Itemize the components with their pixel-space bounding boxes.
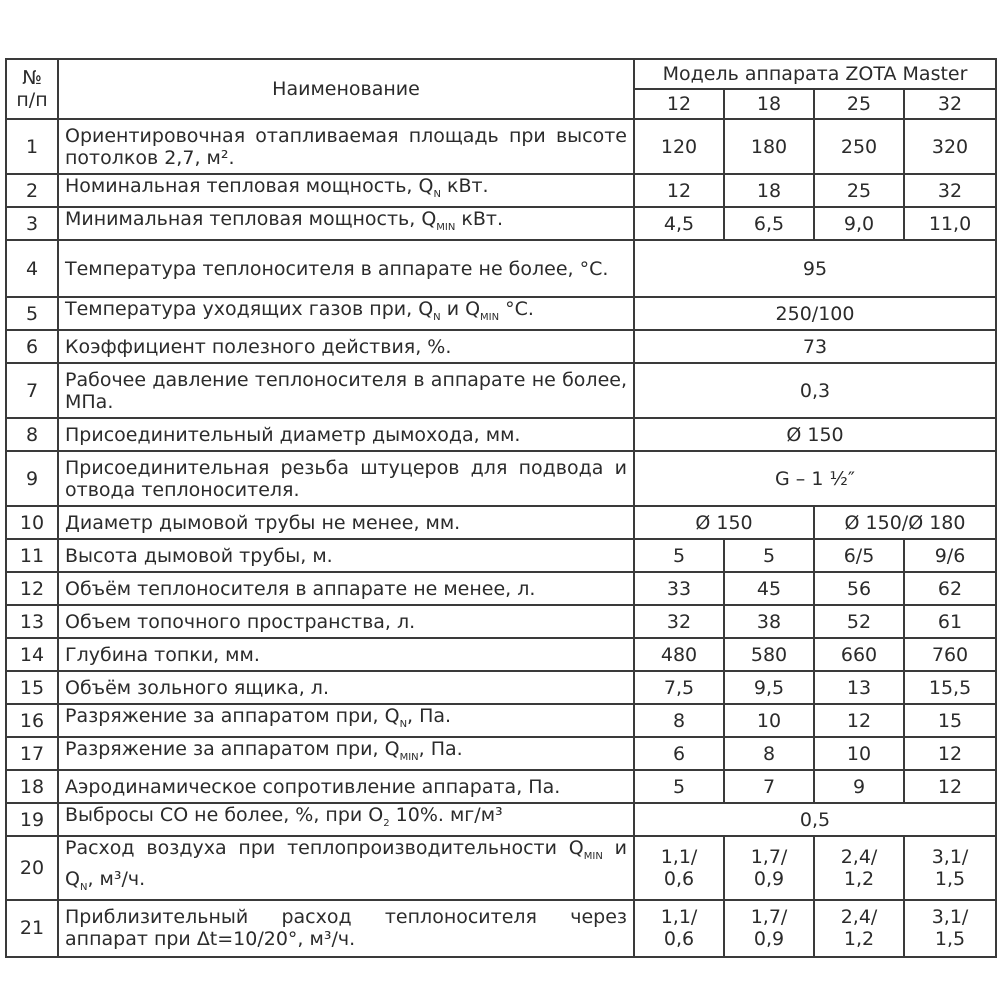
header-model-12: 12	[634, 89, 724, 119]
row-number: 2	[6, 174, 58, 207]
row-name: Расход воздуха при теплопроизводительности $Q_{MIN}$ и $Q_N$, м³/ч.	[58, 836, 634, 900]
row-value: 10	[814, 737, 904, 770]
row-value: 9,5	[724, 671, 814, 704]
table-row	[6, 240, 996, 297]
row-value: 12	[904, 770, 996, 803]
row-value: 1,7/ 0,9	[724, 836, 814, 900]
row-number: 11	[6, 539, 58, 572]
row-value: 52	[814, 605, 904, 638]
row-name: Присоединительный диаметр дымохода, мм.	[58, 418, 634, 451]
table-row	[6, 451, 996, 506]
row-value: 32	[904, 174, 996, 207]
table-row	[6, 803, 996, 836]
row-number: 20	[6, 836, 58, 900]
row-value: 5	[634, 770, 724, 803]
row-value: 1,1/ 0,6	[634, 900, 724, 957]
table-row	[6, 119, 996, 174]
header-model: Модель аппарата ZOTA Master	[634, 59, 996, 89]
row-name: Присоединительная резьба штуцеров для подвода и отвода теплоносителя.	[58, 451, 634, 506]
row-number: 15	[6, 671, 58, 704]
subscript: N	[399, 718, 408, 730]
row-value: 8	[724, 737, 814, 770]
spec-table	[5, 58, 997, 958]
row-value-span: 250/100	[634, 297, 996, 330]
row-number: 6	[6, 330, 58, 363]
spec-table-container	[5, 58, 995, 958]
row-number: 4	[6, 240, 58, 297]
row-value: 6/5	[814, 539, 904, 572]
row-value: 1,7/ 0,9	[724, 900, 814, 957]
row-value: 32	[634, 605, 724, 638]
row-number: 10	[6, 506, 58, 539]
row-value-span: G – 1 ½″	[634, 451, 996, 506]
row-value-half: Ø 150	[634, 506, 814, 539]
header-model-18: 18	[724, 89, 814, 119]
table-row	[6, 770, 996, 803]
row-number: 12	[6, 572, 58, 605]
table-row	[6, 605, 996, 638]
row-number: 8	[6, 418, 58, 451]
header-row-1	[6, 59, 996, 89]
row-value: 180	[724, 119, 814, 174]
row-number: 5	[6, 297, 58, 330]
table-row	[6, 572, 996, 605]
row-name: Диаметр дымовой трубы не менее, мм.	[58, 506, 634, 539]
row-value-span: 0,3	[634, 363, 996, 418]
table-row	[6, 737, 996, 770]
row-value: 62	[904, 572, 996, 605]
header-name: Наименование	[58, 59, 634, 119]
row-name: Объём зольного ящика, л.	[58, 671, 634, 704]
row-value: 760	[904, 638, 996, 671]
table-row	[6, 704, 996, 737]
row-value: 10	[724, 704, 814, 737]
row-value: 250	[814, 119, 904, 174]
row-name: Минимальная тепловая мощность, $Q_{MIN}$ кВт.	[58, 207, 634, 240]
row-number: 17	[6, 737, 58, 770]
row-number: 14	[6, 638, 58, 671]
subscript: MIN	[480, 311, 500, 323]
table-row	[6, 836, 996, 900]
row-name: Глубина топки, мм.	[58, 638, 634, 671]
row-name: Номинальная тепловая мощность, $Q_N$ кВт.	[58, 174, 634, 207]
header-num: № п/п	[6, 59, 58, 119]
row-value: 7,5	[634, 671, 724, 704]
row-value: 5	[634, 539, 724, 572]
row-name: Коэффициент полезного действия, %.	[58, 330, 634, 363]
row-value: 61	[904, 605, 996, 638]
row-value-span: Ø 150	[634, 418, 996, 451]
row-number: 3	[6, 207, 58, 240]
row-value: 4,5	[634, 207, 724, 240]
row-value: 8	[634, 704, 724, 737]
subscript: MIN	[436, 221, 456, 233]
row-value: 6	[634, 737, 724, 770]
subscript: MIN	[583, 850, 603, 862]
row-value: 9	[814, 770, 904, 803]
row-value: 120	[634, 119, 724, 174]
row-value-span: 0,5	[634, 803, 996, 836]
row-value: 6,5	[724, 207, 814, 240]
subscript: N	[433, 311, 441, 323]
row-name: Приблизительный расход теплоносителя через аппарат при Δt=10/20°, м³/ч.	[58, 900, 634, 957]
row-number: 16	[6, 704, 58, 737]
row-number: 21	[6, 900, 58, 957]
table-row	[6, 330, 996, 363]
row-name: Аэродинамическое сопротивление аппарата, Па.	[58, 770, 634, 803]
row-number: 13	[6, 605, 58, 638]
table-row	[6, 506, 996, 539]
row-value: 15,5	[904, 671, 996, 704]
table-row	[6, 539, 996, 572]
row-name: Разряжение за аппаратом при, $Q_N$, Па.	[58, 704, 634, 737]
row-name: Рабочее давление теплоносителя в аппарате не более, МПа.	[58, 363, 634, 418]
row-value: 7	[724, 770, 814, 803]
table-row	[6, 207, 996, 240]
row-value: 2,4/ 1,2	[814, 900, 904, 957]
subscript: N	[79, 881, 88, 893]
row-number: 9	[6, 451, 58, 506]
row-value: 25	[814, 174, 904, 207]
row-value: 320	[904, 119, 996, 174]
row-value: 12	[814, 704, 904, 737]
row-value: 13	[814, 671, 904, 704]
row-value: 15	[904, 704, 996, 737]
row-value: 5	[724, 539, 814, 572]
row-name: Высота дымовой трубы, м.	[58, 539, 634, 572]
header-model-25: 25	[814, 89, 904, 119]
table-row	[6, 671, 996, 704]
row-value-half: Ø 150/Ø 180	[814, 506, 996, 539]
spec-table-body	[6, 119, 996, 957]
table-row	[6, 418, 996, 451]
row-name: Температура уходящих газов при, $Q_N$ и $Q_{MIN}$ °С.	[58, 297, 634, 330]
row-value: 45	[724, 572, 814, 605]
row-number: 1	[6, 119, 58, 174]
row-value: 12	[904, 737, 996, 770]
table-row	[6, 297, 996, 330]
row-value: 2,4/ 1,2	[814, 836, 904, 900]
row-value: 3,1/ 1,5	[904, 900, 996, 957]
row-number: 19	[6, 803, 58, 836]
table-row	[6, 363, 996, 418]
row-value: 18	[724, 174, 814, 207]
row-value: 9,0	[814, 207, 904, 240]
row-value: 56	[814, 572, 904, 605]
row-name: Выбросы СО не более, %, при $O_2$ 10%. мг/м³	[58, 803, 634, 836]
table-row	[6, 638, 996, 671]
subscript: MIN	[399, 751, 419, 763]
subscript: N	[433, 188, 441, 200]
header-model-32: 32	[904, 89, 996, 119]
row-value: 33	[634, 572, 724, 605]
row-value: 38	[724, 605, 814, 638]
row-name: Объём теплоносителя в аппарате не менее, л.	[58, 572, 634, 605]
table-row	[6, 900, 996, 957]
row-value: 1,1/ 0,6	[634, 836, 724, 900]
row-value: 660	[814, 638, 904, 671]
row-number: 18	[6, 770, 58, 803]
row-value: 11,0	[904, 207, 996, 240]
row-name: Разряжение за аппаратом при, $Q_{MIN}$, Па.	[58, 737, 634, 770]
row-number: 7	[6, 363, 58, 418]
row-value: 12	[634, 174, 724, 207]
table-row	[6, 174, 996, 207]
row-value: 9/6	[904, 539, 996, 572]
row-value-span: 95	[634, 240, 996, 297]
row-value: 480	[634, 638, 724, 671]
subscript: 2	[383, 817, 390, 829]
row-name: Температура теплоносителя в аппарате не более, °С.	[58, 240, 634, 297]
row-value-span: 73	[634, 330, 996, 363]
row-value: 3,1/ 1,5	[904, 836, 996, 900]
row-name: Объем топочного пространства, л.	[58, 605, 634, 638]
row-value: 580	[724, 638, 814, 671]
row-name: Ориентировочная отапливаемая площадь при высоте потолков 2,7, м².	[58, 119, 634, 174]
